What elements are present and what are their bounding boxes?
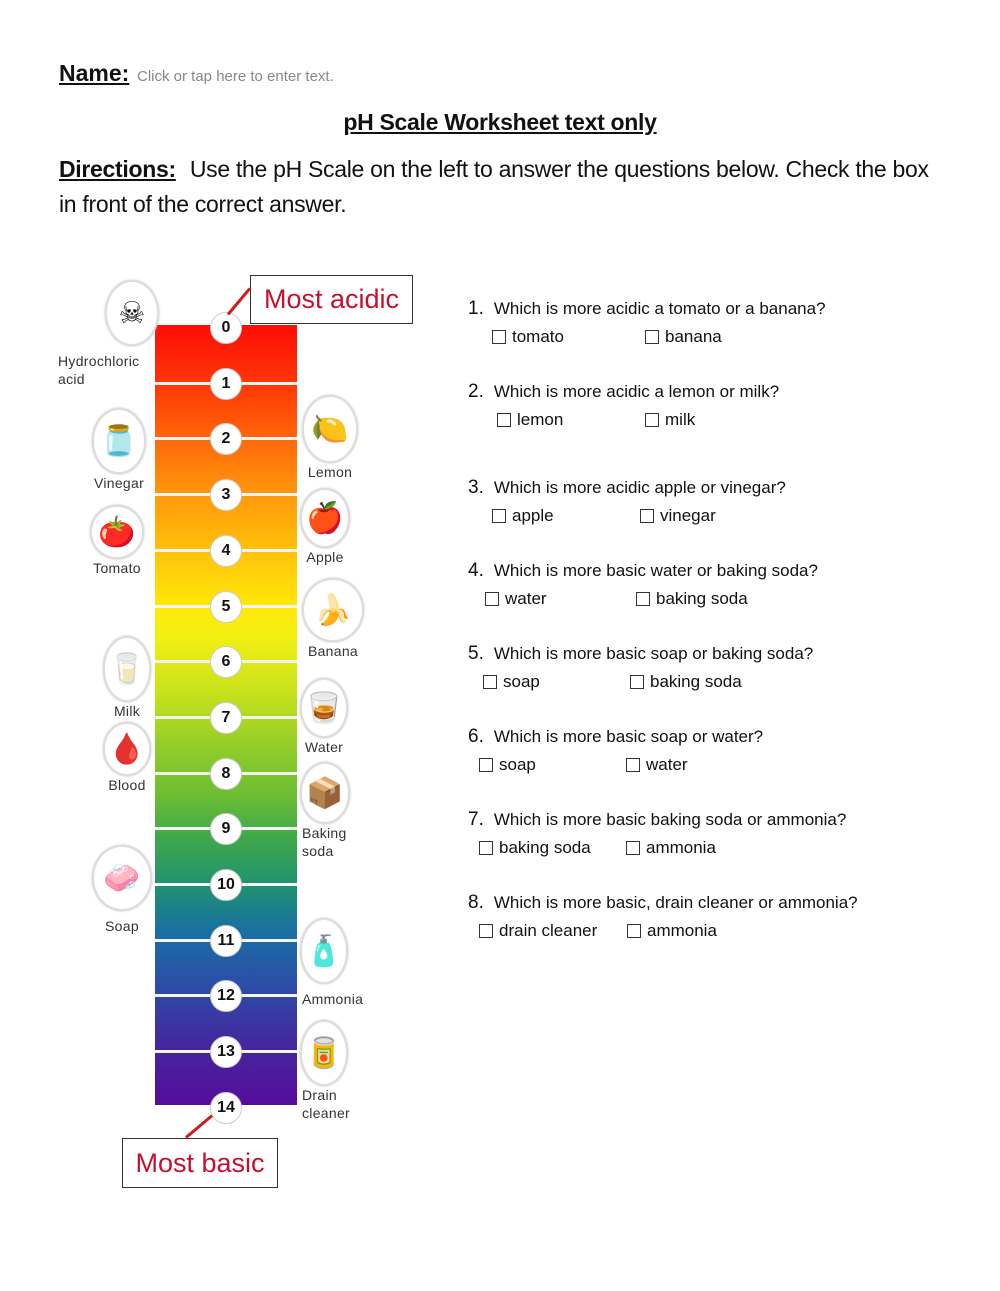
answer-option[interactable]	[626, 838, 716, 858]
item-label: Banana	[307, 643, 359, 659]
question-text: Which is more basic soap or water?	[493, 727, 764, 746]
scale-item-apple	[300, 488, 350, 566]
answer-option[interactable]	[627, 921, 717, 941]
question-number: 2.	[468, 381, 484, 402]
milk-carton-icon: 🥛	[103, 636, 151, 702]
blood-drop-icon: 🩸	[103, 722, 151, 776]
option-label: soap	[499, 755, 536, 774]
item-label: Blood	[108, 777, 146, 793]
most-acidic-callout: Most acidic	[250, 275, 413, 324]
answer-option[interactable]	[479, 838, 591, 858]
option-label: baking soda	[656, 589, 748, 608]
ph-number-2: 2	[210, 423, 242, 455]
question-5	[468, 643, 813, 665]
scale-item-soap	[92, 845, 152, 935]
checkbox-icon[interactable]	[497, 413, 511, 427]
answer-option[interactable]	[479, 755, 536, 775]
question-text: Which is more acidic apple or vinegar?	[493, 478, 786, 497]
ph-number-5: 5	[210, 591, 242, 623]
ph-number-13: 13	[210, 1036, 242, 1068]
scale-item-vinegar	[92, 408, 146, 492]
arrow-icon	[185, 1114, 213, 1138]
option-label: ammonia	[647, 921, 717, 940]
page-title: pH Scale Worksheet text only	[343, 109, 657, 135]
ph-number-3: 3	[210, 479, 242, 511]
item-label: Apple	[306, 549, 344, 565]
ph-number-9: 9	[210, 813, 242, 845]
checkbox-icon[interactable]	[630, 675, 644, 689]
ph-number-10: 10	[210, 869, 242, 901]
question-text: Which is more basic baking soda or ammonia?	[493, 810, 847, 829]
question-8	[468, 892, 858, 914]
answer-option[interactable]	[483, 672, 540, 692]
lemon-icon: 🍋	[302, 395, 358, 463]
checkbox-icon[interactable]	[626, 758, 640, 772]
question-number: 1.	[468, 298, 484, 319]
question-2	[468, 381, 779, 403]
checkbox-icon[interactable]	[492, 509, 506, 523]
banana-icon: 🍌	[302, 578, 364, 642]
tomato-icon: 🍅	[90, 505, 144, 559]
answer-option[interactable]	[479, 921, 597, 941]
ph-number-4: 4	[210, 535, 242, 567]
option-label: soap	[503, 672, 540, 691]
question-number: 7.	[468, 809, 484, 830]
name-label: Name:	[59, 60, 130, 86]
option-label: lemon	[517, 410, 564, 429]
checkbox-icon[interactable]	[627, 924, 641, 938]
ph-number-8: 8	[210, 758, 242, 790]
item-label: Tomato	[93, 560, 141, 576]
item-label: Ammonia	[302, 991, 364, 1007]
question-text: Which is more basic water or baking soda?	[493, 561, 818, 580]
checkbox-icon[interactable]	[485, 592, 499, 606]
checkbox-icon[interactable]	[479, 758, 493, 772]
soap-bar-icon: 🧼	[92, 845, 152, 911]
question-number: 3.	[468, 477, 484, 498]
option-label: milk	[665, 410, 696, 429]
scale-item-blood	[103, 722, 151, 794]
checkbox-icon[interactable]	[645, 330, 659, 344]
question-text: Which is more basic, drain cleaner or ammonia?	[493, 893, 858, 912]
scale-item-drain-cleaner	[300, 1020, 362, 1122]
option-label: ammonia	[646, 838, 716, 857]
question-7	[468, 809, 846, 831]
option-label: banana	[665, 327, 722, 346]
option-label: baking soda	[499, 838, 591, 857]
ammonia-bottle-icon: 🧴	[300, 918, 348, 984]
ph-number-11: 11	[210, 925, 242, 957]
checkbox-icon[interactable]	[640, 509, 654, 523]
question-6	[468, 726, 763, 748]
question-number: 4.	[468, 560, 484, 581]
drain-cleaner-can-icon: 🥫	[300, 1020, 348, 1086]
item-label: Drain cleaner	[302, 1087, 351, 1121]
question-number: 8.	[468, 892, 484, 913]
option-label: baking soda	[650, 672, 742, 691]
poison-bottle-icon: ☠	[105, 280, 159, 346]
item-label: Milk	[113, 703, 141, 719]
most-basic-callout: Most basic	[122, 1138, 278, 1188]
ph-number-6: 6	[210, 646, 242, 678]
answer-option[interactable]	[640, 506, 716, 526]
scale-item-baking-soda	[300, 762, 362, 860]
scale-item-hydrochloric-acid	[58, 280, 159, 388]
checkbox-icon[interactable]	[483, 675, 497, 689]
item-label: Soap	[105, 918, 139, 934]
answer-option[interactable]	[645, 327, 722, 347]
ph-number-12: 12	[210, 980, 242, 1012]
item-label: Baking soda	[302, 825, 347, 859]
question-number: 6.	[468, 726, 484, 747]
scale-item-ammonia	[300, 918, 363, 1008]
checkbox-icon[interactable]	[626, 841, 640, 855]
baking-soda-box-icon: 📦	[300, 762, 350, 824]
answer-option[interactable]	[497, 410, 563, 430]
option-label: drain cleaner	[499, 921, 598, 940]
ph-number-14: 14	[210, 1092, 242, 1124]
checkbox-icon[interactable]	[636, 592, 650, 606]
option-label: vinegar	[660, 506, 716, 525]
checkbox-icon[interactable]	[479, 841, 493, 855]
item-label: Lemon	[307, 464, 353, 480]
scale-item-banana	[302, 578, 364, 660]
ph-number-7: 7	[210, 702, 242, 734]
checkbox-icon[interactable]	[645, 413, 659, 427]
answer-option[interactable]	[492, 327, 564, 347]
directions-text: Use the pH Scale on the left to answer the questions below. Check the box in front of the correct answer.	[59, 156, 929, 217]
directions	[59, 152, 929, 222]
answer-option[interactable]	[645, 410, 695, 430]
checkbox-icon[interactable]	[479, 924, 493, 938]
question-text: Which is more acidic a tomato or a banana?	[493, 299, 826, 318]
question-1	[468, 298, 826, 320]
answer-option[interactable]	[485, 589, 547, 609]
checkbox-icon[interactable]	[492, 330, 506, 344]
answer-option[interactable]	[636, 589, 748, 609]
answer-option[interactable]	[630, 672, 742, 692]
arrow-icon	[227, 287, 251, 315]
question-4	[468, 560, 818, 582]
item-label: Hydrochloric acid	[58, 353, 140, 387]
answer-option[interactable]	[626, 755, 688, 775]
ph-number-1: 1	[210, 368, 242, 400]
option-label: apple	[512, 506, 554, 525]
question-text: Which is more basic soap or baking soda?	[493, 644, 814, 663]
item-label: Vinegar	[93, 475, 145, 491]
vinegar-cruet-icon: 🫙	[92, 408, 146, 474]
answer-option[interactable]	[492, 506, 554, 526]
item-label: Water	[304, 739, 344, 755]
question-text: Which is more acidic a lemon or milk?	[493, 382, 780, 401]
directions-label: Directions:	[59, 156, 176, 182]
ph-number-0: 0	[210, 312, 242, 344]
option-label: water	[505, 589, 547, 608]
scale-item-milk	[103, 636, 151, 720]
scale-item-tomato	[90, 505, 144, 577]
name-input[interactable]: Click or tap here to enter text.	[137, 68, 334, 85]
scale-item-lemon	[302, 395, 358, 481]
water-glass-icon: 🥃	[300, 678, 348, 738]
apple-icon: 🍎	[300, 488, 350, 548]
option-label: tomato	[512, 327, 564, 346]
question-number: 5.	[468, 643, 484, 664]
option-label: water	[646, 755, 688, 774]
scale-item-water	[300, 678, 348, 756]
question-3	[468, 477, 786, 499]
